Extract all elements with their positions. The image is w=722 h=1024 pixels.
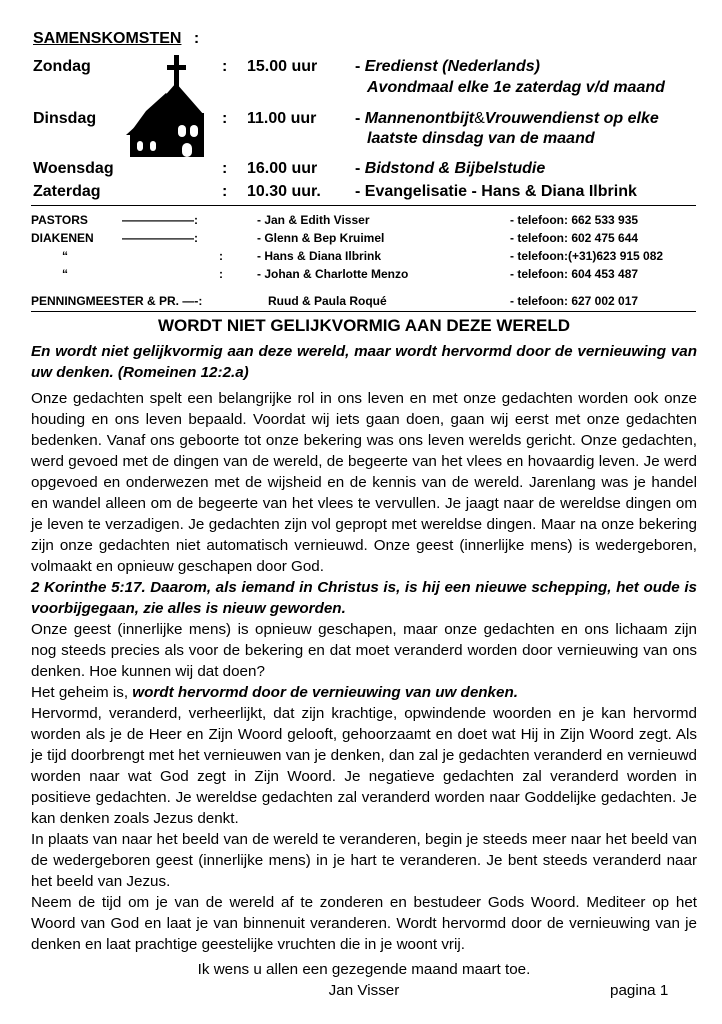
schedule-desc <box>355 57 540 77</box>
article-paragraph: Onze geest (innerlijke mens) is opnieuw geschapen, maar onze gedachten en ons lichaam zijn nog steeds precies als voor de bekering en dat moet veranderd worden door vernieuwing van ons denken. Hoe kunnen wij dat doen? <box>31 621 697 680</box>
schedule-colon: : <box>222 110 228 127</box>
schedule-desc-line1: - Evangelisatie - Hans & Diana Ilbrink <box>355 183 637 200</box>
contact-phone: - telefoon: 627 002 017 <box>510 294 639 308</box>
schedule-day: Woensdag <box>33 160 114 177</box>
article-paragraph: Neem de tijd om je van de wereld af te zonderen en bestudeer Gods Woord. Mediteer op het Woord van God en laat je van binnenuit veranderen. Wordt hervormd door de vernieuwing van je denken en laat prachtige geestelijke vruchten die in je woont vrij. <box>31 894 697 953</box>
schedule-colon: : <box>222 160 228 177</box>
contact-names: - Jan & Edith Visser <box>257 213 370 227</box>
schedule-dash: - <box>355 58 361 75</box>
article-title: WORDT NIET GELIJKVORMIG AAN DEZE WERELD <box>157 316 571 335</box>
schedule-heading-text: SAMENSKOMSTEN <box>33 30 182 47</box>
schedule-colon: : <box>222 58 228 75</box>
schedule-time: 15.00 uur <box>247 58 318 75</box>
contact-names: - Glenn & Bep Kruimel <box>257 231 385 245</box>
schedule-desc <box>355 159 545 179</box>
article-paragraph: Hervormd, veranderd, verheerlijkt, dat zijn krachtige, opwindende woorden en je kan hervormd worden als je de Heer en Zijn Woord gelooft, gehoorzaamt en doet wat Hij in Zijn Woord zegt. Als je tijd doorbrengt met het vernieuwen van je denken, dan zal je gedachten veranderd en vernieuwd worden naar wat God zegt in Zijn Woord. Je negatieve gedachten zal veranderd worden in positieve gedachten. Je wereldse gedachten zal veranderd worden naar Goddelijke gedachten. Je kan denken zoals Jezus denkt. <box>31 705 697 827</box>
contact-names: Ruud & Paula Roqué <box>268 294 387 308</box>
contact-line: : <box>219 267 223 281</box>
header-divider <box>31 205 696 206</box>
schedule-heading-colon: : <box>193 30 200 47</box>
article-paragraph: Onze gedachten spelt een belangrijke rol in ons leven en met onze gedachten worden ook onze houding en ons leven bepaald. Voordat wij iets gaan doen, gaan wij eerst met onze gedachten bedenken. Vanaf ons geboorte tot onze bekering was ons leven werelds gericht. Onze gedachten, werd gevoed met de dingen van de wereld, de begeerte van het vlees en hovaardig leven. Je werd opgevoed en onderwezen met de wijsheid en de kennis van de wereld. Jarenlang was je handel en wandel alleen om de begeerte van het vlees te vervullen. Je jaagt naar de wereldse dingen om je leven te verzadigen. Je gedachten zijn vol gepropt met wereldse dingen. Maar na onze bekering zijn onze gedachten niet automatisch vernieuwd. Onze geest (innerlijke mens) is wedergeboren, volmaakt en opnieuw geschapen door God. <box>31 390 697 575</box>
contact-phone: - telefoon: 604 453 487 <box>510 267 639 281</box>
schedule-time: 16.00 uur <box>247 160 318 177</box>
contact-names: - Hans & Diana Ilbrink <box>257 249 382 263</box>
article-body <box>31 341 697 955</box>
schedule-heading <box>33 29 199 49</box>
schedule-dash: - <box>355 160 361 177</box>
article-paragraph <box>31 682 697 703</box>
bible-verse: En wordt niet gelijkvormig aan deze wereld, maar wordt hervormd door de vernieuwing van uw denken. (Romeinen 12:2.a) <box>31 343 697 381</box>
schedule-time: 11.00 uur <box>247 110 317 127</box>
schedule-desc-line1: Eredienst (Nederlands) <box>364 58 540 75</box>
contact-names: - Johan & Charlotte Menzo <box>257 267 409 281</box>
schedule-desc-a: Mannenontbijt <box>364 110 475 127</box>
contacts-divider <box>31 311 696 312</box>
schedule-day: Zondag <box>33 58 91 75</box>
contact-phone: - telefoon:(+31)623 915 082 <box>510 249 664 263</box>
schedule-dash: - <box>355 110 361 127</box>
article-paragraph: In plaats van naar het beeld van de wereld te veranderen, begin je steeds meer naar het beeld van de wedergeboren geest (innerlijke mens) in je hart te veranderen. Je bent steeds veranderd naar het beeld van Jezus. <box>31 831 697 890</box>
contact-line: ——————: <box>122 231 198 245</box>
schedule-desc-b: Vrouwendienst op elke <box>484 110 659 127</box>
schedule-day: Dinsdag <box>33 110 97 127</box>
schedule-desc-amp: & <box>474 110 485 127</box>
contact-role: “ <box>62 267 68 281</box>
schedule-desc-line2: laatste dinsdag van de maand <box>367 130 595 147</box>
paragraph-emphasis: wordt hervormd door de vernieuwing van uw denken. <box>132 684 518 701</box>
signature: Jan Visser <box>328 982 400 999</box>
bible-verse: 2 Korinthe 5:17. Daarom, als iemand in Christus is, is hij een nieuwe schepping, het oude is voorbijgegaan, zie alles is nieuw geworden. <box>31 579 697 617</box>
schedule-desc-line2: Avondmaal elke 1e zaterdag v/d maand <box>367 79 665 96</box>
contact-phone: - telefoon: 602 475 644 <box>510 231 639 245</box>
schedule-desc-line1: Bidstond & Bijbelstudie <box>364 160 546 177</box>
page-number: pagina 1 <box>610 982 669 999</box>
schedule-colon: : <box>222 183 228 200</box>
closing-line: Ik wens u allen een gezegende maand maart toe. <box>197 961 531 978</box>
schedule-desc <box>355 109 659 129</box>
contact-line: : <box>219 249 223 263</box>
contact-line: ——————: <box>122 213 198 227</box>
paragraph-lead: Het geheim is, <box>31 684 133 701</box>
contact-phone: - telefoon: 662 533 935 <box>510 213 639 227</box>
contact-role: PASTORS <box>31 213 88 227</box>
contact-role: DIAKENEN <box>31 231 94 245</box>
schedule-day: Zaterdag <box>33 183 101 200</box>
contact-role: “ <box>62 249 68 263</box>
church-icon <box>126 53 206 163</box>
contact-role: PENNINGMEESTER & PR. —-: <box>31 294 203 308</box>
schedule-time: 10.30 uur. <box>247 183 321 200</box>
